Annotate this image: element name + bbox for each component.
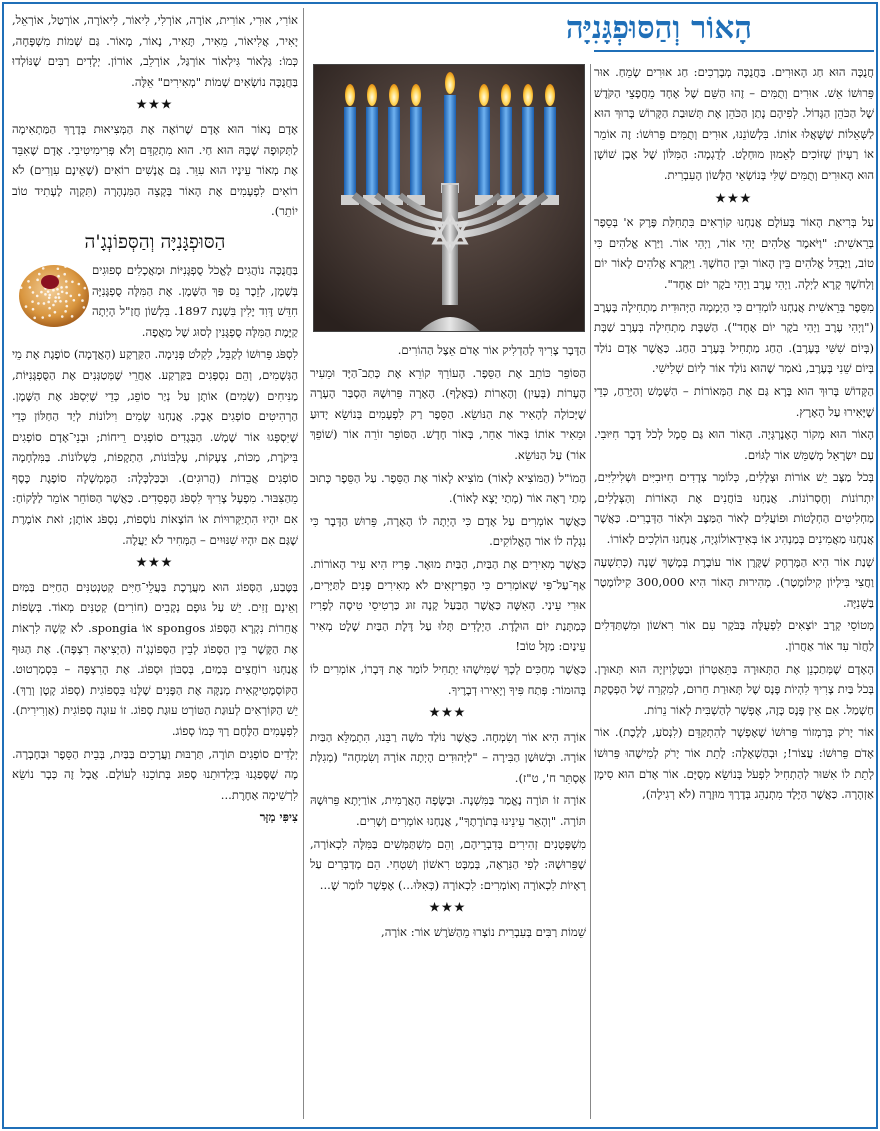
donut-subheading: הַסּוּפְגָּנִיָּה וְהַסְּפוֹנְגָ'ה: [84, 230, 226, 253]
sugar-dot: [57, 267, 60, 270]
sugar-dot: [63, 273, 66, 276]
sugar-dot: [69, 295, 72, 298]
sugar-dot: [60, 286, 63, 289]
sugar-dot: [32, 308, 35, 311]
sugar-dot: [61, 290, 64, 293]
sugar-dot: [65, 286, 68, 289]
sugar-dot: [57, 275, 60, 278]
sugar-dot: [84, 287, 87, 290]
column-right-text: [594, 62, 874, 1127]
paragraph: יְלָדִים סוֹפְגִים תּוֹרָה, תַּרְבּוּת וַעֲרָכִים בַּבַּיִת, בְּבֵית הַסֵּפֶר וּבַחֶבְרָה. מָה שֶׁסָּפַגְנוּ בְּיַלְדוּתֵנוּ סָפוּג בְּתוֹכֵנוּ לְעוֹלָם. אֲבָל זֶה כְּבָר נוֹשֵׂא לִרְשִׁימָה אַחֶרֶת...: [12, 746, 298, 802]
section-separator: ★★★: [429, 705, 467, 720]
sugar-dot: [52, 289, 55, 292]
sugar-dot: [48, 296, 51, 299]
sugar-dot: [54, 311, 57, 314]
sugar-dot: [65, 300, 68, 303]
column-divider: [590, 64, 591, 1119]
sugar-dot: [83, 306, 86, 309]
sugar-dot: [56, 288, 59, 291]
sugar-dot: [71, 280, 74, 283]
paragraph: בְּכֹל מַצָּב יֵשׁ אוֹרוֹת וּצְלָלִים, כְּלוֹמַר צְדָדִים חִיּוּבִיִּים וּשְׁלִילִיִּים, יִתְרוֹנוֹת וְחֶסְרוֹנוֹת. אֲנַחְנוּ בּוֹחֲנִים אֶת הָאוֹרוֹת וְהַצְּלָלִים, מַחְלִיטִים הַחְלָטוֹת וּפוֹעֲלִים לְאוֹר הַמַּצָּב וּלְאוֹר הַדְּבָרִים. כַּאֲשֶׁר אֲנַחְנוּ מַאֲמִינִים בְּמַנְהִיג אוֹ בְּאִידֵאוֹלוֹגְיָה, אֲנַחְנוּ הוֹלְכִים לְאוֹרוֹ.: [594, 470, 874, 547]
section-separator: ★★★: [715, 190, 753, 205]
paragraph: עַל בְּרִיאַת הָאוֹר בָּעוֹלָם אֲנַחְנוּ קוֹרְאִים בִּתְחִלַּת פֶּרֶק א' בְּסֵפֶר בְּרֵאשִׁית: "וַיֹּאמֶר אֱלֹהִים יְהִי אוֹר, וַיְהִי אוֹר. וַיַּרְא אֱלֹהִים כִּי טוֹב, וַיַּבְדֵּל אֱלֹהִים בֵּין הָאוֹר וּבֵין הַחֹשֶׁךְ. וַיִּקְרָא אֱלֹהִים לָאוֹר יוֹם וְלַחֹשֶׁךְ קָרָא לַיְלָה. וַיְהִי עֶרֶב וַיְהִי בֹקֶר יוֹם אֶחָד".: [594, 215, 874, 291]
column-middle: [310, 4, 586, 1127]
sugar-dot: [31, 300, 34, 303]
sugar-dot: [40, 291, 43, 294]
sugar-dot: [42, 267, 45, 270]
paragraph: אוֹר יָרֹק בְּרַמְזוֹר פֵּרוּשׁוֹ שֶׁאֶפְשָׁר לְהִתְקַדֵּם (לִנְסֹעַ, לָלֶכֶת). אוֹר אָדֹם פֵּרוּשׁוֹ: עֲצוֹר!; וּבְהַשְׁאָלָה: לָתֵת אוֹר יָרֹק לְמִישֶׁהוּ פֵּרוּשׁוֹ לָתֵת לוֹ אִשּׁוּר לְהַתְחִיל לִפְעֹל בְּנוֹשֵׂא מְסֻיָּם. אוֹר אָדֹם הוּא סִימָן אַזְהָרָה. כַּאֲשֶׁר הַיֶּלֶד מִתְנַהֵג בְּדֶרֶךְ מוּזָרָה (לֹא רְגִילָה),: [594, 725, 874, 802]
paragraph: מִשְׁפָּטָנִים זְהִירִים בְּדִבְרֵיהֶם, וְהֵם מִשְׁתַּמְּשִׁים בַּמִּלָּה לִכְאוֹרָה, שֶׁפֵּרוּשָׁהּ: לְפִי הַנִּרְאֶה, בְּמַבָּט רִאשׁוֹן וְשִׁטְחִי. הֵם מְדַבְּרִים עַל רְאָיוֹת לִכְאוֹרָה וְאוֹמְרִים: לִכְאוֹרָה (כְּאִלּוּ...) אֶפְשָׁר לוֹמַר שֶׁ...: [310, 836, 586, 892]
sugar-dot: [64, 310, 67, 313]
sugar-dot: [73, 299, 76, 302]
sugar-dot: [27, 280, 30, 283]
sufganiyah-image: [12, 260, 92, 332]
paragraph: שְׁנַת אוֹר הִיא הַמֶּרְחָק שֶׁקֶּרֶן אוֹר עוֹבֶרֶת בְּמֶשֶׁךְ שָׁנָה (כְּתִשְׁעָה וַחֲצִי בִּילְיוֹן קִילוֹמֶטֶר). מְהִירוּת הָאוֹר הִיא 300,000 קִילוֹמֶטֶר בַּשְּׁנִיָּה.: [594, 554, 874, 610]
author-signature: צִיפִּי מַזָּר: [259, 810, 298, 825]
sugar-dot: [48, 294, 51, 297]
paragraph: כַּאֲשֶׁר מְאִירִים אֶת הַבַּיִת, הַבַּיִת מוּאָר. פָּרִיז הִיא עִיר הָאוֹרוֹת. אַף־עַל־פִּי שֶׁאוֹמְרִים כִּי הַפָּרִיזָאִים לֹא מְאִירִים פָּנִים לַתַּיָּרִים, אוּרִי עֵינַי. הָאִשָּׁה כַּאֲשֶׁר הַבַּעַל קָנָה זוּג כַּרְטִיסֵי טִיסָה לְפָרִיז כְּמַתָּנַת יוֹם הוּלֶדֶת. הַיְלָדִים תָּלוּ עַל דֶּלֶת הַבַּיִת שֶׁלֶט מְאִיר עֵינַיִם: מַזָּל טוֹב!: [310, 556, 586, 654]
paragraph: כַּאֲשֶׁר אוֹמְרִים עַל אָדָם כִּי הָיְתָה לוֹ הֶאָרָה, פֵּרוּשׁ הַדָּבָר כִּי נִגְלָה לוֹ אוֹר הָאֱלוֹקִים.: [310, 513, 586, 549]
paragraph: הָאָדָם שֶׁמְּתַכְנֵן אֶת הַתְּאוּרָה בַּתֵּאַטְרוֹן וּבַטֶּלֶוִיזְיָה הוּא תְּאוּרָן. בְּכֹל בַּיִת צָרִיךְ לִהְיוֹת פָּנָס שֶׁל תְּאוּרַת חֵרוּם, לְמִקְרֵה שֶׁל הַפְסָקַת חַשְׁמַל. אִם אֵין פָּנָס כָּזֶה, אֶפְשָׁר לְהַשְׁבִּית לָאוֹר נֵרוֹת.: [594, 661, 874, 717]
paragraph: חֲנֻכָּה הוּא חַג הָאוּרִים. בַּחֲנֻכָּה מְבָרְכִים: חַג אוּרִים שָׂמֵחַ. אוּר פֵּרוּשׁוֹ אֵשׁ. אוּרִים וְתֻמִּים – זֶהוּ הַשֵּׁם שֶׁל אֶחָד מֵחֲפָצֵי הַקֹּדֶשׁ שֶׁל הַכֹּהֵן הַגָּדוֹל. לְפִיהֶם נָתַן הַכֹּהֵן אֶת תְּשׁוּבַת הַקָּרוֹשׁ בָּרוּךְ הוּא לַשְּׁאֵלוֹת שֶׁשָּׁאֲלוּ אוֹתוֹ. בִּלְשׁוֹנֵנוּ, אוּרִים וְתֻמִּים פֵּרוּשׁוֹ: זֶה אוֹמֵר אוֹ רַעְיוֹן שֶׁזּוֹכִים לְאֵמוּן מוּחְלָט. לְדֻגְמָה: הַמִּלּוֹן שֶׁל אֶבֶן שׁוֹשָׁן הוּא הָאוּרִים וְתֻמִּים שֶׁלִּי בְּנוֹשְׂאֵי הַלָּשׁוֹן הָעִבְרִית.: [594, 65, 874, 182]
sugar-dot: [78, 283, 81, 286]
sugar-dot: [44, 293, 47, 296]
sugar-dot: [48, 314, 51, 317]
sugar-dot: [61, 315, 64, 318]
sugar-dot: [64, 265, 67, 268]
paragraph: שֵׁמוֹת רַבִּים בְּעִבְרִית נוֹצְרוּ מֵהַשֹּׁרֶשׁ אוֹר: אוֹרָה,: [381, 925, 586, 940]
paragraph: מִסֵּפֶר בְּרֵאשִׁית אֲנַחְנוּ לוֹמְדִים כִּי הַיְמָמָה הַיְּהוּדִית מַתְחִילָה בָּעֶרֶב ("וַיְהִי עֶרֶב וַיְהִי בֹקֶר יוֹם אֶחָד"). הַשַּׁבָּת מַתְחִילָה בְּעֶרֶב שַׁבָּת (בְּיוֹם שִׁשִּׁי בָּעֶרֶב). הַחַג מַתְחִיל בְּעֶרֶב הַחַג. כַּאֲשֶׁר אָדָם נוֹלַד בְּיוֹם שֵׁנִי בָּעֶרֶב, נֹאמַר שֶׁהוּא נוֹלַד אוֹר לְיוֹם שְׁלִישִׁי.: [594, 299, 874, 376]
paragraph: אוֹרִי, אוּרִי, אוֹרִית, אוֹרָה, אוֹרְלִי, לִיאוֹר, לִיאוֹרָה, אוֹרְטַל, אוֹרְאֵל, יָאִיר, אֲלִיאוֹר, מֵאִיר, תָּאִיר, נָאוֹר, מָאוֹר. גַּם שְׁמוֹת מִשְׁפָּחָה, כְּמוֹ: גַּלְאוֹר גִּילְאוֹר אוֹרְגַּל, אוֹרְלֵב, אוֹרוֹן. יְלָדִים רַבִּים שֶׁנּוֹלְדוּ בַּחֲנֻכָּה נוֹשְׂאִים שְׁמוֹת "מְאִירִים" אֵלֶּה.: [12, 13, 298, 89]
sugar-dot: [59, 300, 62, 303]
sugar-dot: [47, 290, 50, 293]
sugar-dot: [71, 315, 74, 318]
paragraph: בַּטֶּבַע, הַסְּפוֹג הוּא מַעֲרֶכֶת בַּעֲלֵי־חַיִּים קְטַנְטַנִּים הַחַיִּים בַּמַּיִם וְאֵינָם זָזִים. יֵשׁ עַל גּוּפָם נְקָבִים (חוֹרִים) קְטַנִּים מְאוֹד. בְּשָׂפוֹת אֲחֵרוֹת נִקְרָא הַסְּפוֹג spongos אוֹ spongia. לֹא קָשֶׁה לִרְאוֹת אֶת הַקֶּשֶׁר בֵּין הַסְּפוֹג לְבֵין הַסְּפוֹנְגָ'ה (הַיְצִיאָה רִצְפָּה). אֶת הַגּוּף אֲנַחְנוּ רוֹחֲצִים בְּמַיִם, בְּסַבּוֹן וּסְפוֹג. אֶת הָרִצְפָּה – בִּסְמַרְטוּט. הַקּוֹסְמֶטִיקָאִית מְנַקָּה אֶת הַפָּנִים שֶׁלָּנוּ בִּסְפוֹגִית (סְפוֹג קָטָן וְרַךְ). יֵשׁ הַקּוֹרְאִים לְעוּגַת הַטּוֹרְט עוּגַת סְפוֹג. זוֹ עוּגָה סְפוֹגִית (אַוְרִירִית). לִפְעָמִים הַלֶּחֶם רַךְ כְּמוֹ סְפוֹג.: [12, 579, 298, 738]
column-middle-text: [310, 340, 586, 1127]
sugar-dot: [41, 316, 44, 319]
paragraph: כַּאֲשֶׁר מְחַכִּים לְכָךְ שֶׁמִּישֶׁהוּ יַתְחִיל לוֹמַר אֶת דְּבָרוֹ, אוֹמְרִים לוֹ בְּהוּמוֹר: פְּתַח פִּיךָ וְיָאִירוּ דְבָרֶיךָ.: [310, 661, 586, 697]
section-separator: ★★★: [136, 97, 174, 112]
paragraph: הַקָּדוֹשׁ בָּרוּךְ הוּא בָּרָא גַּם אֶת הַמְּאוֹרוֹת – הַשֶּׁמֶשׁ וְהַיָּרֵחַ, כְּדֵי שֶׁיָּאִירוּ עַל הָאָרֶץ.: [594, 383, 874, 419]
sugar-dot: [54, 296, 57, 299]
paragraph: אוֹרָה זוֹ תּוֹרָה נֶאֱמַר בַּמִּשְׁנָה. וּבַשָּׂפָה הָאֲרָמִית, אוֹרַיְתָא פֵּרוּשָׁהּ תּוֹרָה. "וְהָאֵר עֵינֵינוּ בְּתוֹרָתֶךָ", אֲנַחְנוּ אוֹמְרִים וְשָׁרִים.: [310, 793, 586, 829]
sugar-dot: [33, 316, 36, 319]
paragraph: אוֹרָה הִיא אוֹר וְשִׂמְחָה. כַּאֲשֶׁר נוֹלַד מֹשֶׁה רַבֵּנוּ, הִתְמַלֵּא הַבַּיִת אוֹרָה. וּבְשׁוּשַׁן הַבִּירָה – "לַיְּהוּדִים הָיְתָה אוֹרָה וְשִׂמְחָה" (מְגִלַּת אֶסְתֵּר ח', ט"ז).: [310, 729, 586, 785]
sugar-dot: [78, 294, 81, 297]
paragraph: מְטוֹסֵי קְרָב יוֹצְאִים לִפְעֻלָּה בַּבֹּקֶר עִם אוֹר רִאשׁוֹן וּמִשְׁתַּדְּלִים לַחֲזֹר עִד אוֹר אַחֲרוֹן.: [594, 618, 874, 654]
sugar-dot: [66, 305, 69, 308]
article-title: הָאוֹר וְהַסּוּפְגָּנִיָּה: [565, 10, 753, 46]
paragraph: אָדָם נָאוֹר הוּא אָדָם שֶׁרוֹאֶה אֶת הַמְּצִיאוּת בְּדֶרֶךְ הַמַּתְאִימָה לַתְּקוּפָה שֶׁבָּהּ הוּא חַי. הוּא מִתְקַדֵּם וְלֹא פְּרִימִיטִיבִי. אָדָם שֶׁאִבֵּד אֶת מְאוֹר עֵינָיו הוּא עִוֵּר. גַּם אֲנָשִׁים רוֹאִים (שֶׁאֵינָם עִוְרִים) לֹא רוֹאִים לִפְעָמִים אֶת הָאוֹר בְּקָצֵה הַמִּנְהָרָה (תִּקְוָה לֶעָתִיד טוֹב יוֹתֵר).: [12, 121, 298, 219]
sugar-dot: [58, 296, 61, 299]
sugar-dot: [48, 307, 51, 310]
sugar-dot: [38, 273, 41, 276]
paragraph: הָאוֹר הוּא מְקוֹר הָאֶנֶרְגְּיָה. הָאוֹר הוּא גַּם סֵמֶל לְכֹל דָּבָר חִיּוּבִי. עַם יִשְׂרָאֵל מְשַׁמֵּשׁ אוֹר לַגּוֹיִם.: [594, 427, 874, 462]
sugar-dot: [54, 300, 57, 303]
sugar-dot: [36, 278, 39, 281]
sugar-dot: [20, 286, 23, 289]
column-right: [594, 4, 874, 1127]
section-separator: ★★★: [136, 555, 174, 570]
sugar-dot: [43, 302, 46, 305]
article-page: [2, 2, 878, 1129]
sugar-dot: [81, 299, 84, 302]
section-separator: ★★★: [429, 900, 467, 915]
sugar-dot: [29, 286, 32, 289]
donut-icon: [16, 260, 92, 330]
paragraph: הַדָּבָר צָרִיךְ לְהַדְלִיק אוֹר אָדֹם אֵצֶל הַהוֹרִים.: [397, 343, 586, 357]
column-left-text: [12, 10, 298, 1127]
sugar-dot: [57, 293, 60, 296]
paragraph: הַמוֹ"ל (הַמּוֹצִיא לָאוֹר) מוֹצִיא לָאוֹר אֶת הַסֵּפֶר. עַל הַסֵּפֶר כָּתוּב מָתַי רָאָה אוֹר (מָתַי יָצָא לָאוֹר).: [310, 470, 586, 506]
sugar-dot: [32, 291, 35, 294]
paragraph: הַסּוֹפֵר כּוֹתֵב אֶת הַסֵּפֶר. הָעוֹרֵךְ קוֹרֵא אֶת כְּתַב־הַיָּד וּמֵעִיר הֶעָרוֹת (בְּעַיִן) וְהֶאָרוֹת (בְּאָלֶף). הֶאָרָה פֵּרוּשָׁהּ הַסְבַּר הֶעָרָה שֶׁיְּכוֹלָה לְהָאִיר אֶת הַנּוֹשֵׂא. הַסֵּפֶר רַק לִפְעָמִים בְּנוֹשֵׂא יָדוּעַ וּמֵאִיר אוֹתוֹ בְּאוֹר אַחֵר, בְּאוֹר חָדָשׁ. הַסּוֹפֵר זוֹרֵה אוֹר (שׁוֹפֵךְ אוֹר) עַל הַנּוֹשֵׂא.: [310, 365, 586, 462]
sugar-dot: [36, 295, 39, 298]
paragraph: לִסְפֹּג פֵּרוּשׁוֹ לְקַבֵּל, לִקְלֹט פְּנִימָה. הַקַּרְקַע (הָאֲדָמָה) סוֹפֶגֶת אֶת מֵי הַגְּשָׁמִים, וְהֵם נִסְפָּגִים בַּקַּרְקַע. אַחֲרֵי שֶׁמְּטַגְּנִים אֶת הַסֻּפְגָּנִיּוֹת, מַנִּיחִים (שָׂמִים) אוֹתָן עַל נְיַר סוֹפֵג, כְּדֵי שֶׁיִּסְפֹּג אֶת הַשֶּׁמֶן. הַרְהִיטִים סוֹפְגִים אָבָק. אֲנַחְנוּ שָׂמִים וִילוֹנוֹת לְיַד הַחַלּוֹן כְּדֵי שֶׁיִּסְפְּגוּ אוֹר שֶׁמֶשׁ. הַבְּגָדִים סוֹפְגִים רֵיחוֹת; וּבְנֵי־אָדָם סוֹפְגִים בִּיקֹרֶת, מַכּוֹת, צְעָקוֹת, עֶלְבּוֹנוֹת, הַתְקָפוֹת, כִּשְׁלוֹנוֹת. בַּמִּלְחָמָה סוֹפְגִים אֲבֵדוֹת (הֲרוּגִים). וּבַכַּלְכָּלָה: הַמֶּמְשָׁלָה סוֹפֶגֶת כֶּסֶף מֵהַצִּבּוּר. מִפְעָל צָרִיךְ לִסְפֹּג הֶפְסֵדִים. כַּאֲשֶׁר הַסּוֹחֵר אוֹמֵר לַלָּקוֹחַ: אִם יִהְיוּ הִתְיַקְּרוּיוֹת אוֹ הוֹצָאוֹת נוֹסָפוֹת, נִסְפֹּג אוֹתָן; זֹאת אוֹמֶרֶת שֶׁגַּם אִם יִהְיוּ שִׁנּוּיִים – הַמְּחִיר לֹא יַעֲלֶה.: [12, 347, 298, 547]
sugar-dot: [52, 304, 55, 307]
sugar-dot: [65, 292, 68, 295]
sugar-dot: [25, 305, 28, 308]
column-left: [12, 4, 298, 1127]
sugar-dot: [65, 280, 68, 283]
paragraph: בַּחֲנֻכָּה נוֹהֲגִים לֶאֱכֹל סֻפְגָּנִיּוֹת וּמַאֲכָלִים סְפוּגִים בְּשֶׁמֶן, לְזֵכֶר נֵס פַּךְ הַשֶּׁמֶן. אֶת הַמִּלָּה סֻפְגָּנִיָּה חִדֵּשׁ דָּוִד יֶלִין בִּשְׁנַת 1897. בִּלְשׁוֹן חֲזַ"ל הָיְתָה קַיֶּמֶת הַמִּלָּה סֻפְגָּנִין לְסוּג שֶׁל מַאֲפֶה.: [92, 262, 298, 339]
column-divider: [303, 8, 304, 1119]
sugar-dot: [37, 302, 40, 305]
sugar-dot: [47, 301, 50, 304]
